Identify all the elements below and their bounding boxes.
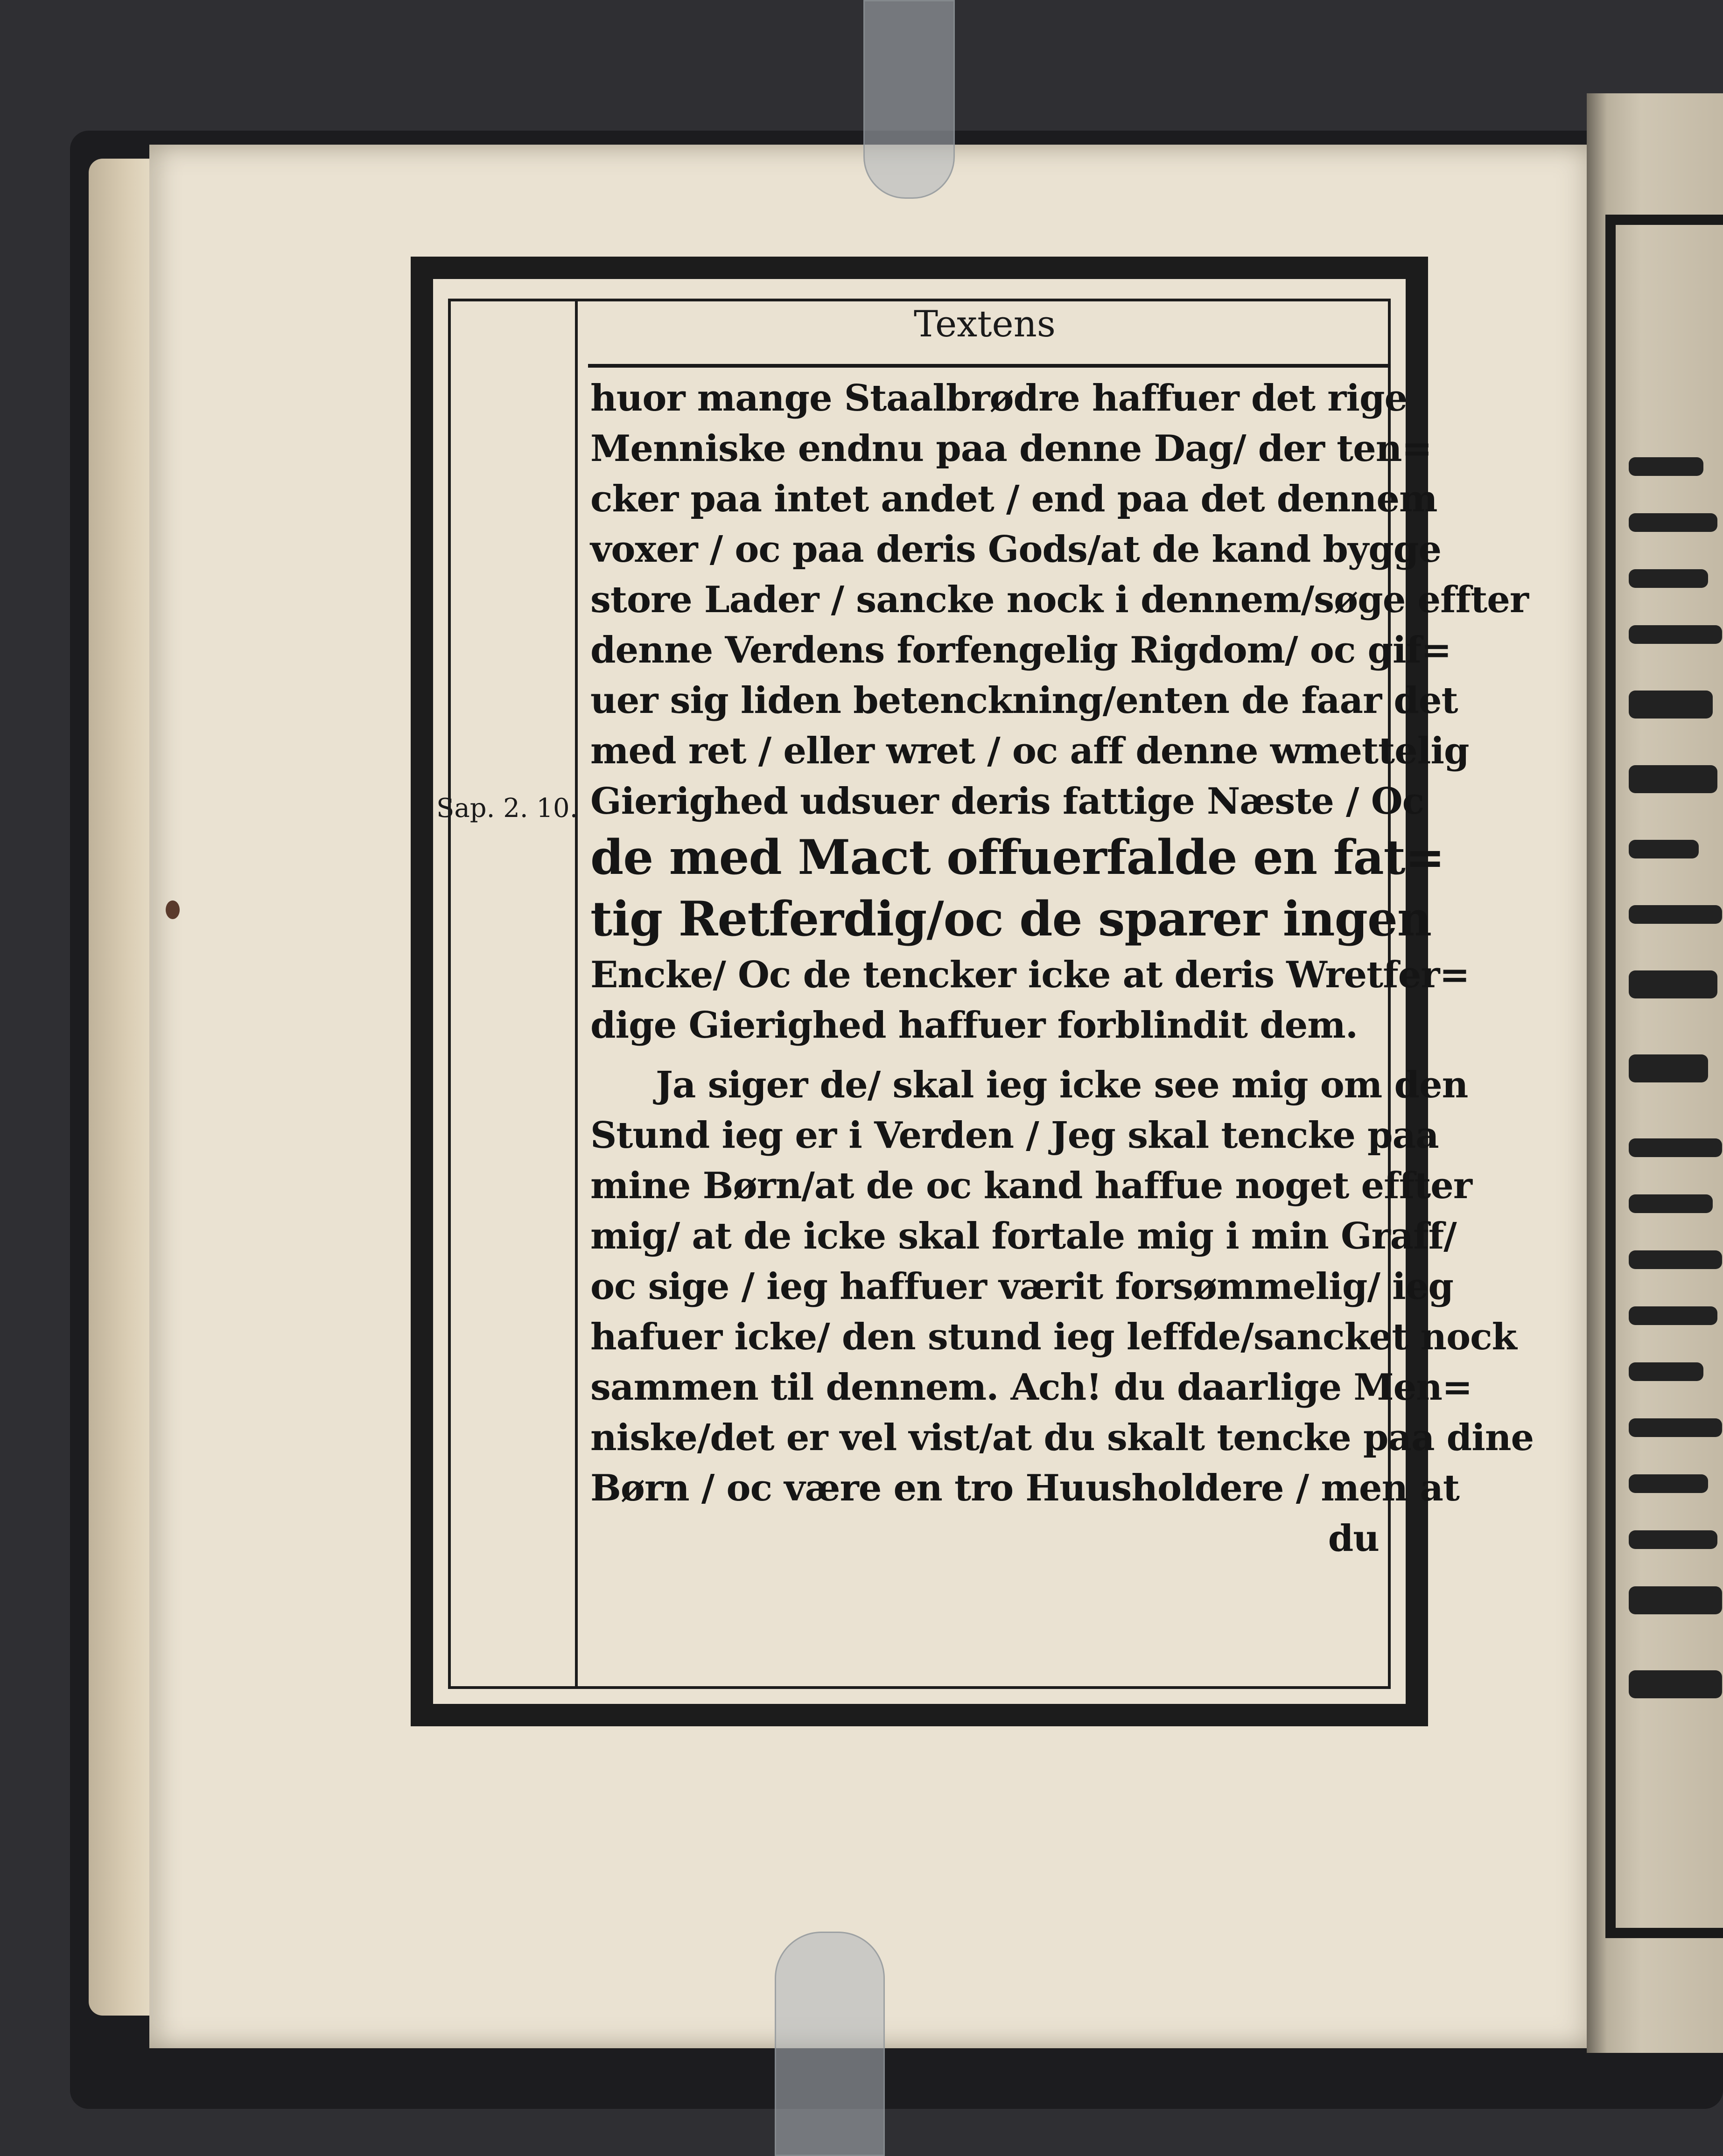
facing-text-line <box>1629 625 1722 644</box>
text-line: Stund ieg er i Verden / Jeg skal tencke paa <box>590 1114 1439 1157</box>
facing-text-line <box>1629 1250 1722 1269</box>
text-line: denne Verdens forfengelig Rigdom/ oc gif= <box>590 629 1451 671</box>
facing-text-line <box>1629 1474 1708 1493</box>
text-line: hafuer icke/ den stund ieg leffde/sancket nock <box>590 1316 1517 1358</box>
text-line: Gierighed udsuer deris fattige Næste / Oc <box>590 780 1424 823</box>
facing-text-line <box>1629 1194 1713 1213</box>
text-line: Børn / oc være en tro Huusholdere / men at <box>590 1467 1459 1509</box>
paragraph <box>590 1060 1534 1564</box>
facing-text-line <box>1629 1306 1717 1325</box>
facing-text-line <box>1629 905 1722 924</box>
page-clip-top <box>863 0 955 199</box>
text-line: Ja siger de/ skal ieg icke see mig om den <box>656 1064 1468 1106</box>
text-line: oc sige / ieg haffuer værit forsømmelig/ ieg <box>590 1265 1453 1308</box>
facing-text-line <box>1629 1362 1703 1381</box>
facing-text-line <box>1629 1138 1722 1157</box>
text-line: med ret / eller wret / oc aff denne wmettelig <box>590 730 1469 772</box>
page-clip-bottom <box>775 1932 885 2156</box>
facing-text-line <box>1629 1054 1708 1082</box>
text-line: Encke/ Oc de tencker icke at deris Wretfer= <box>590 954 1470 996</box>
facing-text-line <box>1629 1670 1722 1698</box>
text-line: mig/ at de icke skal fortale mig i min Graff/ <box>590 1215 1457 1257</box>
facing-text-line <box>1629 513 1717 532</box>
facing-text-line <box>1629 569 1708 588</box>
text-line: niske/det er vel vist/at du skalt tencke paa dine <box>590 1416 1534 1459</box>
catchword: du <box>1328 1517 1379 1560</box>
text-line: sammen til dennem. Ach! du daarlige Men= <box>590 1366 1472 1409</box>
paragraph <box>590 373 1528 1051</box>
text-line: huor mange Staalbrødre haffuer det rige <box>590 377 1408 419</box>
facing-text-line <box>1629 691 1713 719</box>
facing-text-line <box>1629 457 1703 476</box>
facing-page-fragment <box>1587 93 1723 2053</box>
facing-text-line <box>1629 1530 1717 1549</box>
emphasis-line: tig Retferdig/oc de sparer ingen <box>590 891 1432 947</box>
facing-text-line <box>1629 765 1717 793</box>
facing-text-line <box>1629 1418 1722 1437</box>
running-head: Textens <box>914 303 1056 345</box>
text-line: voxer / oc paa deris Gods/at de kand bygge <box>590 528 1441 571</box>
text-line: Menniske endnu paa denne Dag/ der ten= <box>590 427 1432 470</box>
main-text <box>590 373 1534 1564</box>
head-rule <box>588 364 1391 368</box>
text-line: mine Børn/at de oc kand haffue noget effter <box>590 1165 1472 1207</box>
facing-text-line <box>1629 1586 1722 1614</box>
margin-rule <box>575 299 578 1689</box>
text-line: dige Gierighed haffuer forblindit dem. <box>590 1004 1358 1047</box>
ink-stain <box>166 900 180 919</box>
text-line: cker paa intet andet / end paa det dennem <box>590 478 1437 520</box>
text-line: uer sig liden betenckning/enten de faar det <box>590 679 1458 722</box>
emphasis-line: de med Mact offuerfalde en fat= <box>590 830 1445 886</box>
margin-reference: Sap. 2. 10. <box>436 793 578 823</box>
facing-text-line <box>1629 840 1699 858</box>
facing-text-line <box>1629 970 1717 998</box>
text-line: store Lader / sancke nock i dennem/søge effter <box>590 579 1528 621</box>
